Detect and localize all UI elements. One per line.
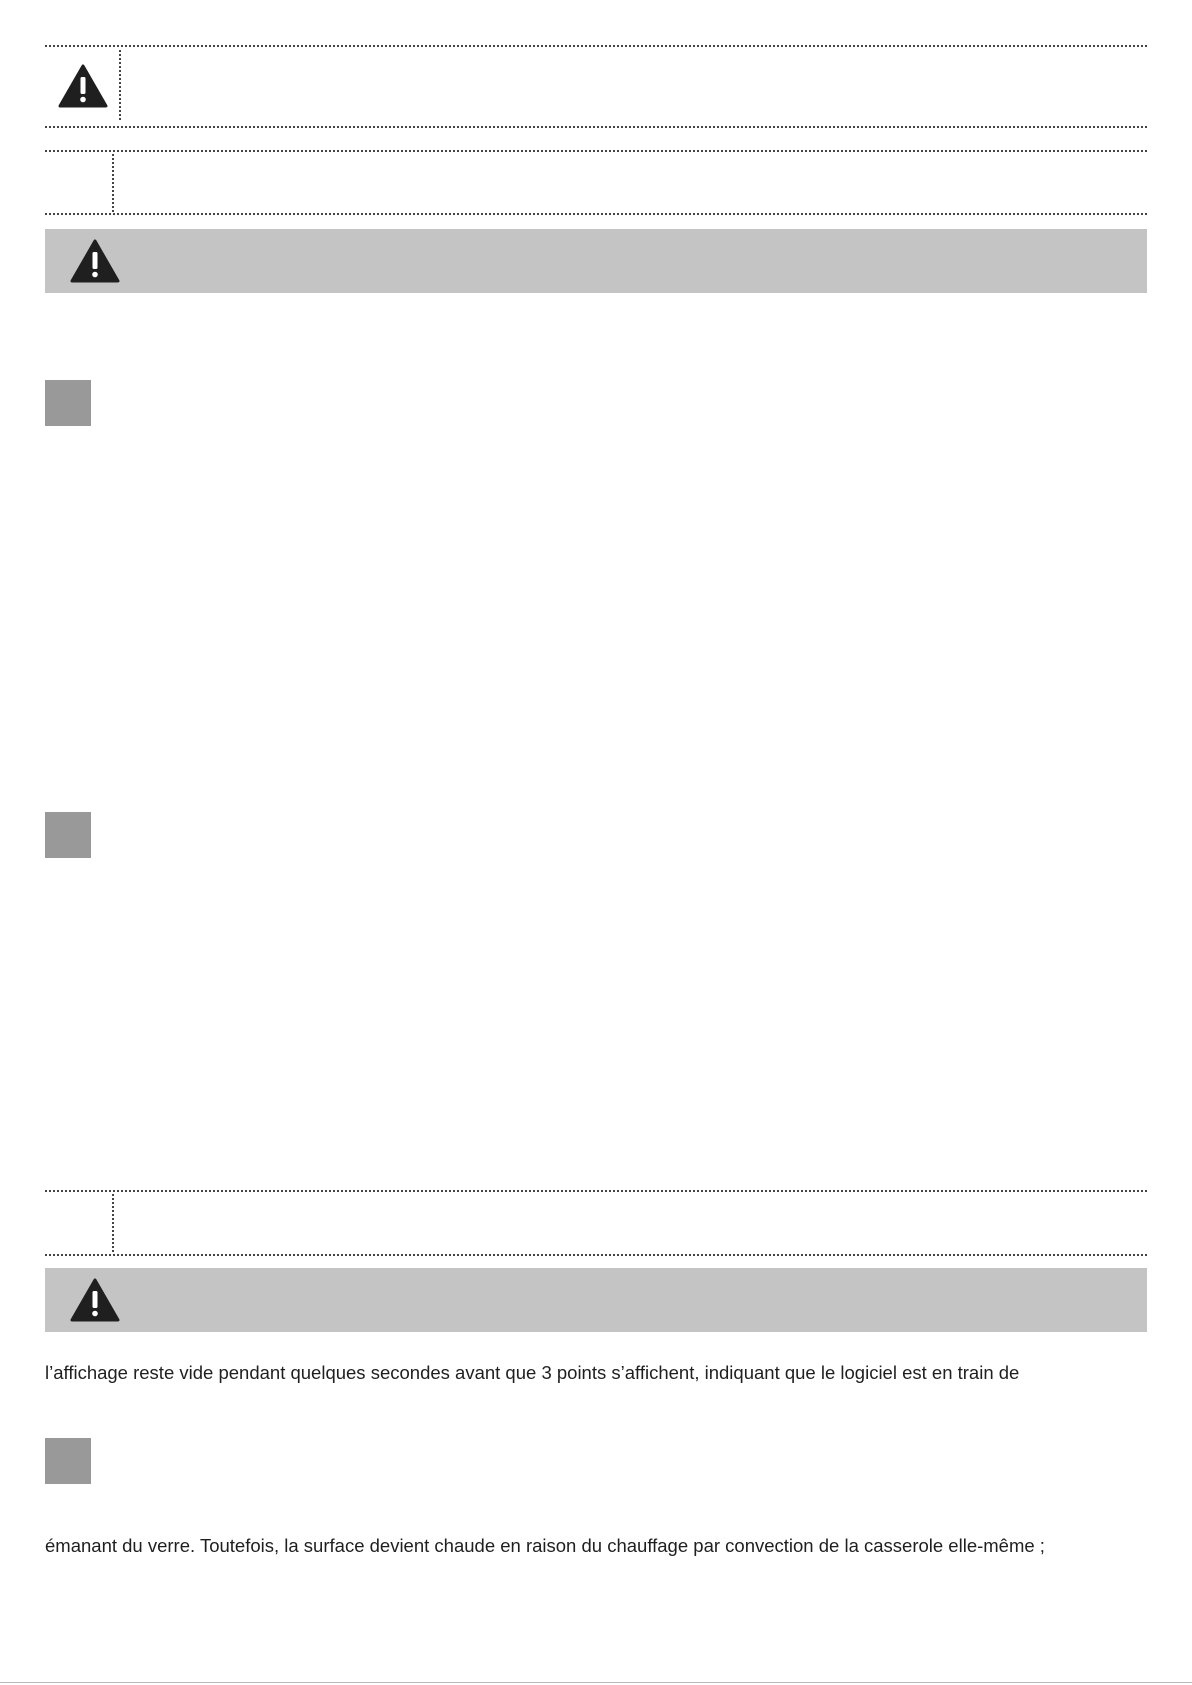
top-warning-divider [119,50,121,120]
note-box-2-rule-top [45,1190,1147,1192]
warning-band-2 [45,1268,1147,1332]
warning-triangle-icon [58,64,108,108]
body-text-line-1: l’affichage reste vide pendant quelques secondes avant que 3 points s’affichent, indiquant que le logiciel est en train de [45,1362,1020,1383]
warning-band-1 [45,229,1147,293]
section-marker-3 [45,1438,91,1484]
section-marker-1 [45,380,91,426]
body-text-line-2: émanant du verre. Toutefois, la surface devient chaude en raison du chauffage par convection de la casserole elle-même ; [45,1535,1045,1556]
top-warning-rule-top [45,45,1147,47]
warning-triangle-icon [70,1278,120,1322]
page-bottom-rule [0,1682,1192,1683]
top-warning-rule-bottom [45,126,1147,128]
note-box-2-divider [112,1194,114,1252]
note-box-1-divider [112,154,114,212]
note-box-1-rule-bottom [45,213,1147,215]
note-box-1-rule-top [45,150,1147,152]
note-box-2-rule-bottom [45,1254,1147,1256]
section-marker-2 [45,812,91,858]
warning-triangle-icon [70,239,120,283]
